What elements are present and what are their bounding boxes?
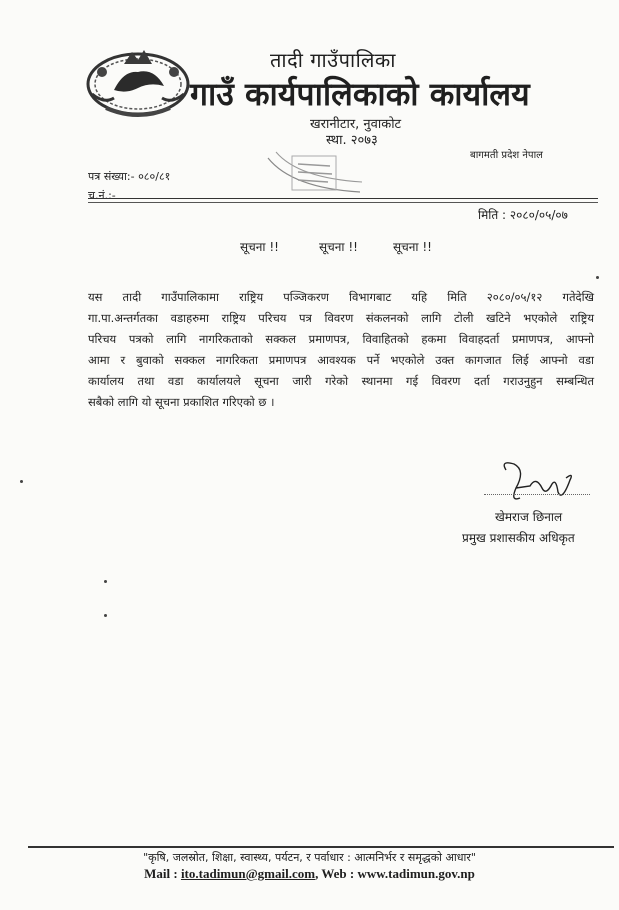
scan-speck (596, 276, 599, 279)
body-line: कार्यालय तथा वडा कार्यालयले सूचना जारी गरेको स्थानमा गई विवरण दर्ता गराउनुहुन सम्बन्धित (88, 374, 594, 388)
letter-number: पत्र संख्या:- ०८०/८१ (88, 170, 171, 183)
mail-label: Mail : (144, 866, 181, 881)
web-label: , Web : (315, 866, 358, 881)
body-line: यस तादी गाउँपालिकामा राष्ट्रिय पञ्जिकरण विभागबाट यहि मिति २०८०/०५/१२ गतेदेखि (88, 290, 594, 304)
scan-speck (104, 614, 107, 617)
body-line: परिचय पत्रको लागि नागरिकताको सक्कल प्रमाणपत्र, विवाहितको हकमा विवाहदर्ता प्रमाणपत्र, आफ्नो (88, 332, 594, 346)
signature-line (484, 494, 590, 495)
scan-speck (20, 480, 23, 483)
email-link[interactable]: ito.tadimun@gmail.com (180, 866, 316, 881)
body-line: सबैको लागि यो सूचना प्रकाशित गरिएको छ । (88, 395, 275, 409)
scan-speck (104, 580, 107, 583)
footer-motto: "कृषि, जलस्रोत, शिक्षा, स्वास्थ्य, पर्यटन, र पर्वाधार : आत्मनिर्भर र समृद्धको आधार" (143, 851, 476, 864)
notice-heading-1: सूचना !! (240, 240, 279, 254)
established-year: स्था. २०७३ (326, 133, 378, 148)
signature-icon (496, 458, 578, 510)
signatory-title: प्रमुख प्रशासकीय अधिकृत (462, 531, 575, 545)
office-stamp-icon (262, 148, 366, 198)
body-line: गा.पा.अन्तर्गतका वडाहरुमा राष्ट्रिय परिचय पत्र विवरण संकलनको लागि टोली खटिने भएकोले राष्ट्रिय (88, 311, 594, 325)
dispatch-number: च.नं.:- (88, 189, 116, 202)
notice-body (88, 287, 594, 413)
notice-heading-2: सूचना !! (319, 240, 358, 254)
website-link[interactable]: www.tadimun.gov.np (357, 866, 475, 881)
header-divider-secondary (88, 202, 598, 203)
letter-date: मिति : २०८०/०५/०७ (478, 208, 568, 222)
signatory-name: खेमराज छिनाल (495, 510, 563, 524)
body-line: आमा र बुवाको सक्कल नागरिकता प्रमाणपत्र आवश्यक पर्ने भएकोले उक्त कागजात लिई आफ्नो वडा (88, 353, 594, 367)
header-divider (88, 198, 598, 199)
notice-heading-3: सूचना !! (393, 240, 432, 254)
office-address: खरानीटार, नुवाकोट (310, 117, 402, 132)
footer-divider (28, 846, 614, 848)
nepal-emblem-icon (84, 42, 192, 120)
province-name: बागमती प्रदेश नेपाल (470, 150, 543, 161)
footer-contact (0, 866, 619, 882)
municipality-name: तादी गाउँपालिका (270, 48, 396, 72)
office-name: गाउँ कार्यपालिकाको कार्यालय (190, 75, 530, 113)
